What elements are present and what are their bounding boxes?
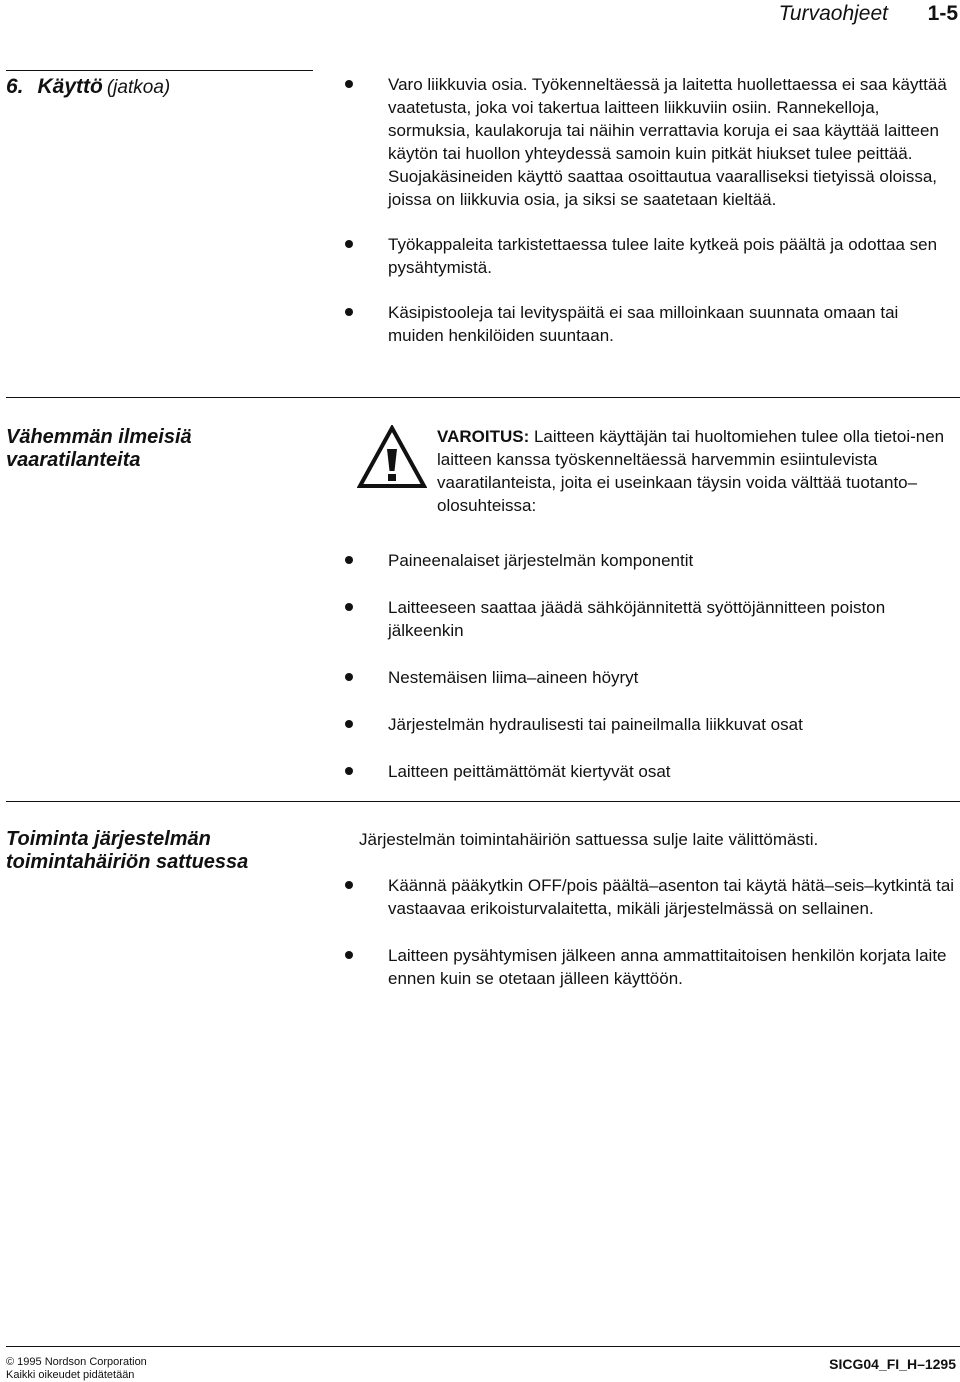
running-header-title: Turvaohjeet bbox=[778, 2, 888, 25]
section-title: Käyttö bbox=[37, 75, 103, 98]
hazards-rule bbox=[6, 397, 960, 398]
warning-icon bbox=[357, 425, 427, 489]
copyright-notice: © 1995 Nordson Corporation Kaikki oikeudet pidätetään bbox=[6, 1356, 147, 1381]
warning-text: VAROITUS: Laitteen käyttäjän tai huoltomiehen tulee olla tietoi-nen laitteen kanssa työskenneltäessä harvemmin esiintulevista vaaratilanteista, joita ei useinkaan täysin voida välttää tuotanto–olosuhteissa: bbox=[437, 427, 945, 515]
list-item: Paineenalaiset järjestelmän komponentit bbox=[345, 549, 957, 572]
document-code: SICG04_FI_H–1295 bbox=[829, 1356, 956, 1372]
list-item: Työkappaleita tarkistettaessa tulee laite kytkeä pois päältä ja odottaa sen pysähtymistä. bbox=[345, 233, 957, 279]
list-item: Varo liikkuvia osia. Työkenneltäessä ja laitetta huollettaessa ei saa käyttää vaatetusta, joka voi takertua laitteen liikkuviin osiin. Rannekelloja, sormuksia, kaulakoruja tai näihin verrattavia koruja ei saa käyttää laitteen käytön tai huollon yhteydessä samoin kuin pitkät hiukset tulee peittää. Suojakäsineiden käyttö saattaa osoittautua vaaralliseksi tietyissä oloissa, joissa on liikkuvia osia, ja siksi se saatetaan kieltää. bbox=[345, 73, 957, 211]
list-item: Järjestelmän hydraulisesti tai paineilmalla liikkuvat osat bbox=[345, 713, 957, 736]
section-heading bbox=[6, 75, 170, 99]
hazards-list bbox=[345, 549, 957, 783]
bullet-icon bbox=[345, 308, 353, 316]
copyright-symbol: © bbox=[6, 1356, 15, 1368]
bullet-icon bbox=[345, 603, 353, 611]
footer-rule bbox=[6, 1346, 960, 1347]
warning-label: VAROITUS: bbox=[437, 427, 530, 446]
section-continued: (jatkoa) bbox=[106, 77, 171, 98]
list-item: Käsipistooleja tai levityspäitä ei saa milloinkaan suunnata omaan tai muiden henkilöiden suuntaan. bbox=[345, 301, 957, 347]
malfunction-list bbox=[345, 874, 957, 990]
bullet-icon bbox=[345, 673, 353, 681]
list-item: Laitteen peittämättömät kiertyvät osat bbox=[345, 760, 957, 783]
bullet-icon bbox=[345, 556, 353, 564]
hazards-heading: Vähemmän ilmeisiä vaaratilanteita bbox=[6, 426, 192, 471]
list-item: Laitteeseen saattaa jäädä sähköjännitettä syöttöjännitteen poiston jälkeenkin bbox=[345, 596, 957, 642]
malfunction-rule bbox=[6, 801, 960, 802]
bullet-icon bbox=[345, 767, 353, 775]
malfunction-intro: Järjestelmän toimintahäiriön sattuessa sulje laite välittömästi. bbox=[359, 830, 819, 849]
malfunction-heading: Toiminta järjestelmän toimintahäiriön sattuessa bbox=[6, 828, 249, 873]
list-item: Käännä pääkytkin OFF/pois päältä–asenton tai käytä hätä–seis–kytkintä tai vastaavaa erikoisturvalaitetta, mikäli järjestelmässä on sellainen. bbox=[345, 874, 957, 920]
rights-notice: Kaikki oikeudet pidätetään bbox=[6, 1369, 135, 1381]
bullet-icon bbox=[345, 80, 353, 88]
bullet-icon bbox=[345, 951, 353, 959]
bullet-icon bbox=[345, 881, 353, 889]
bullet-icon bbox=[345, 240, 353, 248]
page-number: 1-5 bbox=[927, 2, 958, 25]
bullet-icon bbox=[345, 720, 353, 728]
list-item: Nestemäisen liima–aineen höyryt bbox=[345, 666, 957, 689]
moving-parts-list bbox=[345, 73, 957, 347]
list-item: Laitteen pysähtymisen jälkeen anna ammattitaitoisen henkilön korjata laite ennen kuin se otetaan jälleen käyttöön. bbox=[345, 944, 957, 990]
section-rule bbox=[6, 70, 313, 71]
section-number: 6. bbox=[6, 75, 24, 98]
